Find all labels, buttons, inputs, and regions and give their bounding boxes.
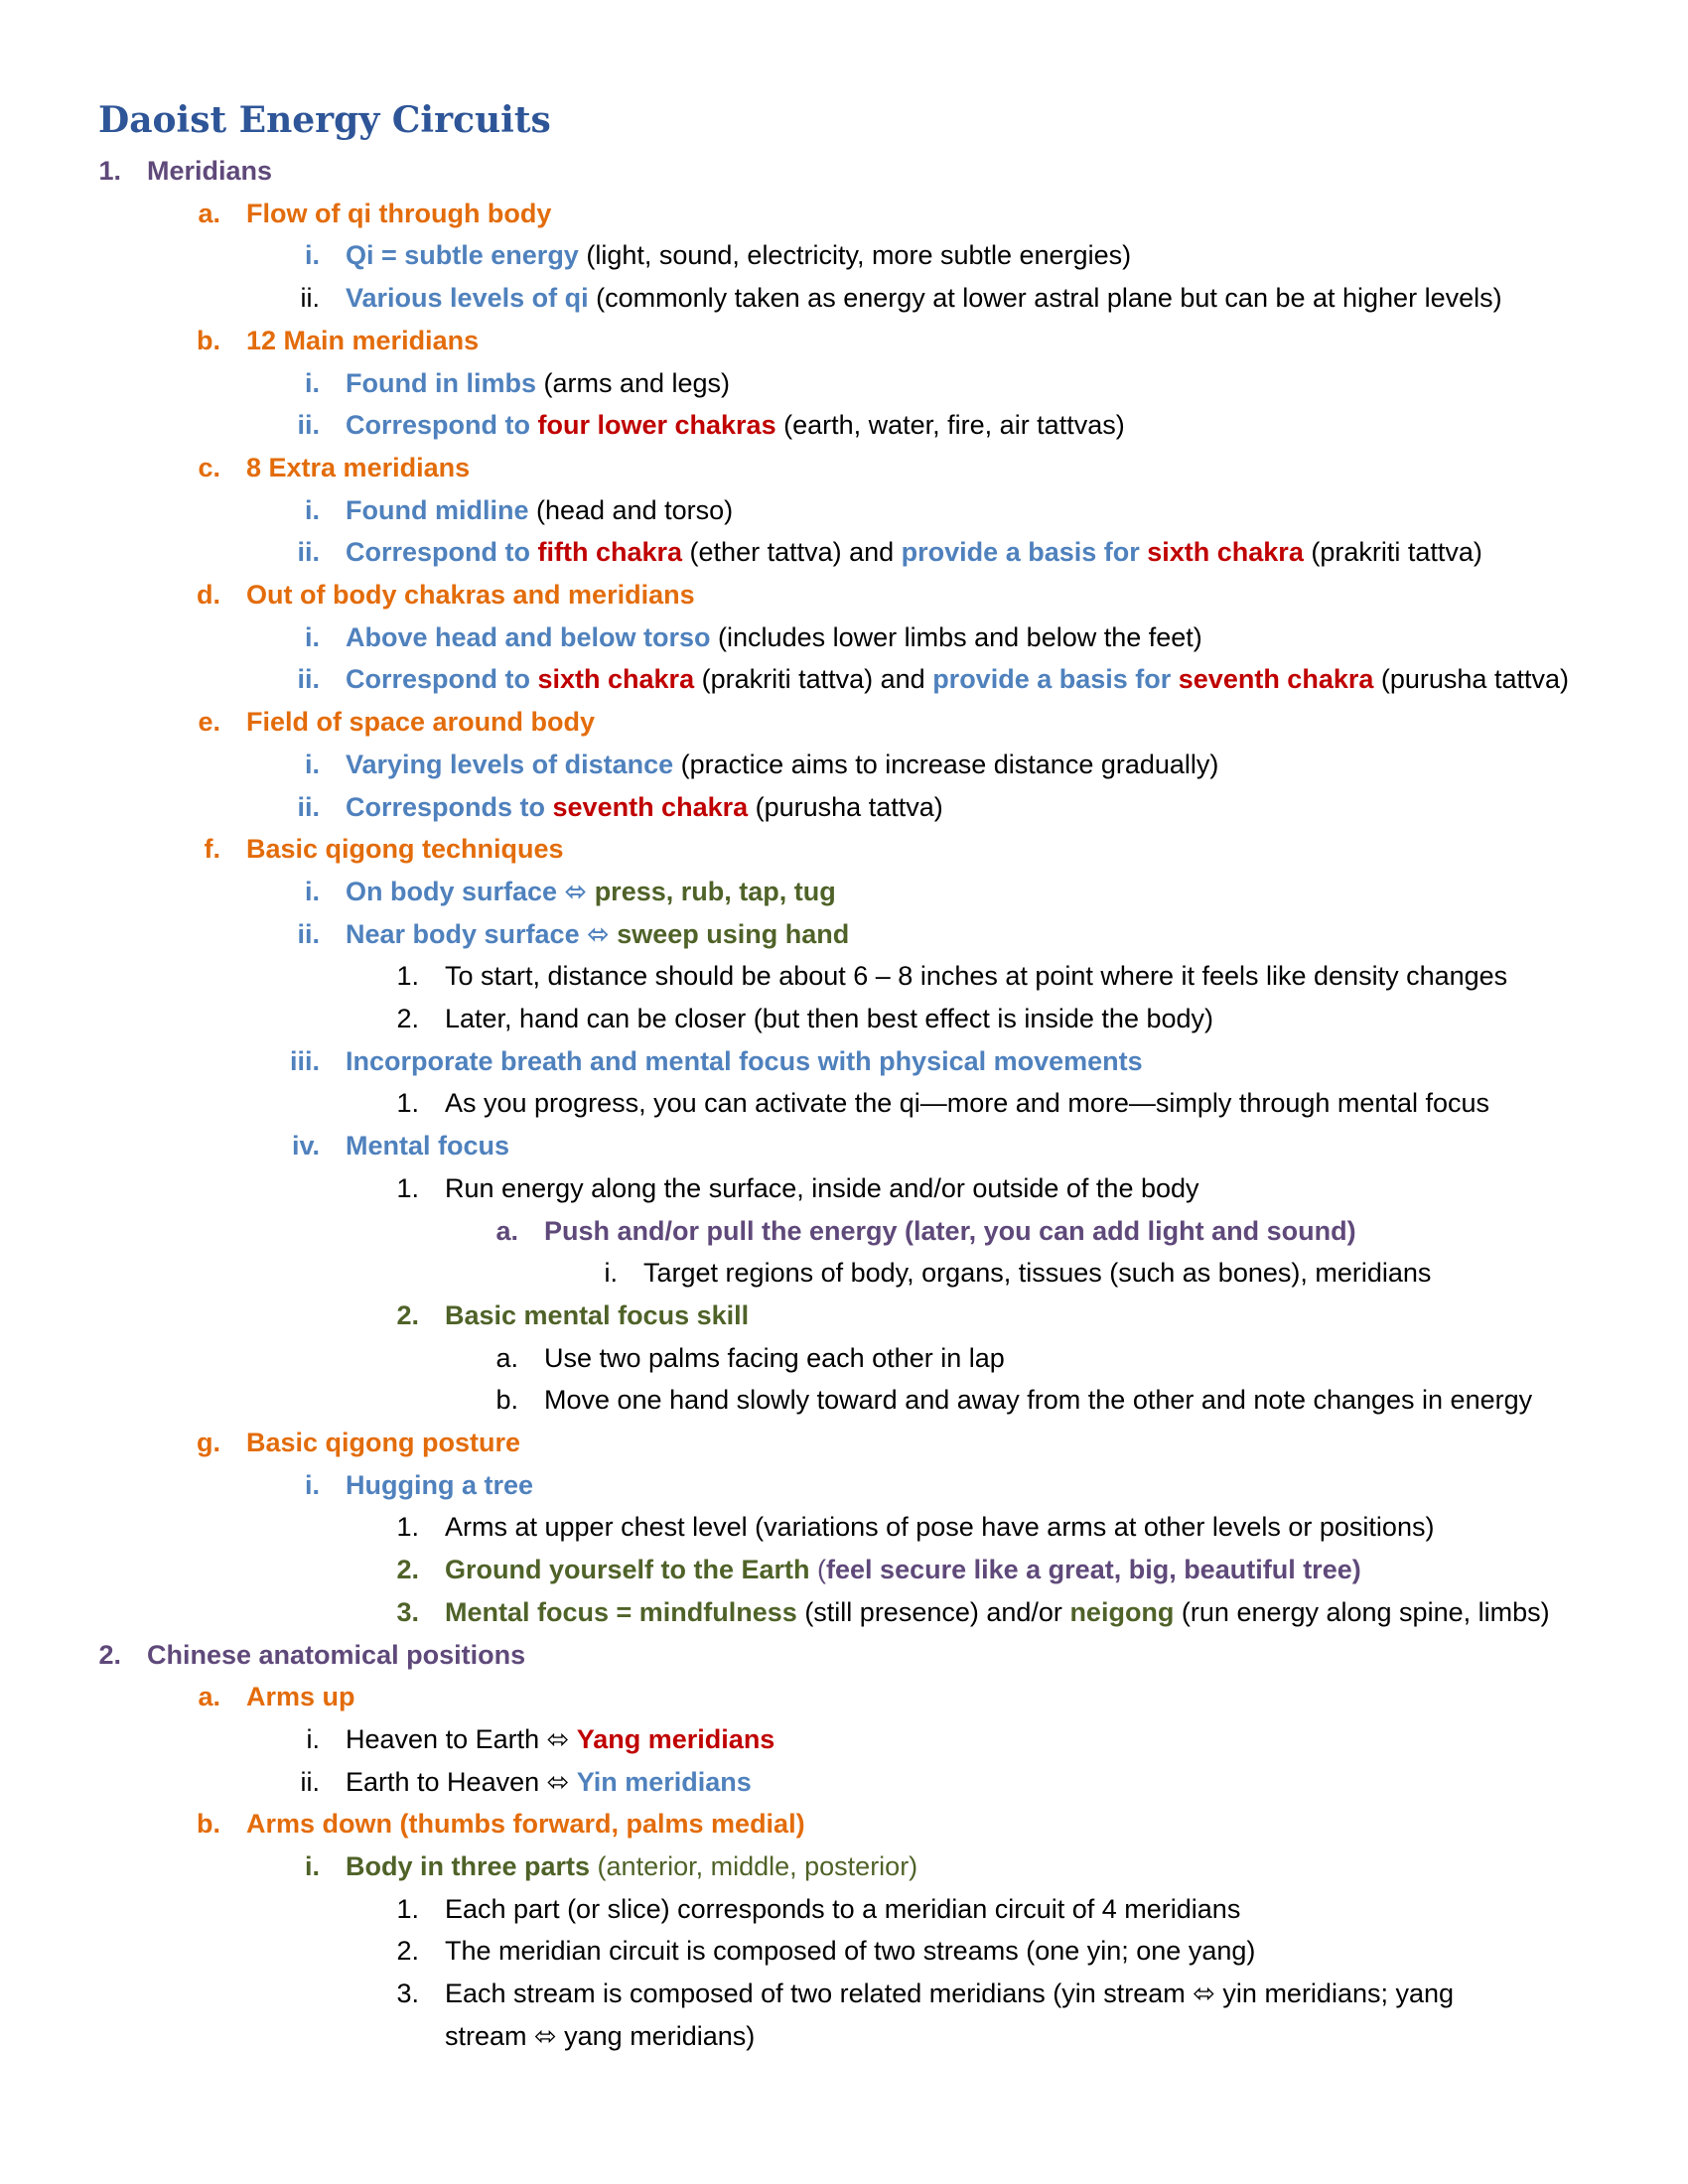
item-marker: d. <box>197 580 220 610</box>
item-text <box>346 1465 533 1505</box>
item-text <box>147 1635 525 1675</box>
item-text <box>445 1507 1434 1547</box>
item-marker: 1. <box>396 1088 419 1119</box>
outline-item <box>0 787 1688 827</box>
outline-item <box>0 321 1688 360</box>
text-run: Hugging a tree <box>346 1469 534 1500</box>
outline-item <box>0 872 1688 911</box>
outline-item <box>0 956 1688 996</box>
item-marker: i. <box>306 1723 320 1754</box>
item-text <box>445 1592 1550 1632</box>
item-marker: ii. <box>300 283 320 314</box>
item-marker: i. <box>304 1469 320 1500</box>
item-marker: a. <box>198 1682 220 1712</box>
outline-item <box>0 278 1688 318</box>
text-run: 12 Main meridians <box>246 325 480 355</box>
text-run: Found midline <box>346 494 529 525</box>
item-text <box>246 1677 355 1716</box>
text-run: Varying levels of distance <box>346 749 674 779</box>
item-text <box>445 1296 749 1335</box>
text-run: To start, distance should be about 6 – 8 inches at point where it feels like density changes <box>445 961 1508 992</box>
item-text <box>246 1423 520 1462</box>
outline-item <box>0 1635 1688 1675</box>
text-run: Basic qigong techniques <box>246 834 564 865</box>
text-run: Ground yourself to the Earth <box>445 1555 810 1585</box>
text-run: Arms down (thumbs forward, palms medial) <box>246 1809 805 1840</box>
text-run: The meridian circuit is composed of two streams (one yin; one yang) <box>445 1936 1256 1967</box>
outline-item <box>0 1846 1688 1886</box>
text-run: sixth chakra <box>537 664 695 695</box>
outline-item <box>0 1507 1688 1547</box>
text-run: Corresponds to <box>346 791 553 822</box>
item-marker: i. <box>304 494 320 525</box>
text-run: (ether tattva) and <box>682 537 902 568</box>
text-run: (run energy along spine, limbs) <box>1174 1596 1550 1627</box>
item-text <box>445 999 1213 1038</box>
text-run: Run energy along the surface, inside and/or outside of the body <box>445 1172 1199 1203</box>
item-marker: e. <box>198 707 220 738</box>
item-text <box>346 1846 917 1886</box>
text-run: On body surface ⬄ <box>346 876 595 906</box>
item-marker: 2. <box>396 1299 419 1330</box>
item-marker: ii. <box>297 791 320 822</box>
item-marker: 2. <box>396 1555 419 1585</box>
item-text <box>346 914 849 954</box>
outline-item <box>0 1719 1688 1759</box>
outline-item <box>0 575 1688 614</box>
text-run: Various levels of qi <box>346 283 589 314</box>
item-text <box>445 1083 1489 1123</box>
text-run: 8 Extra meridians <box>246 452 471 482</box>
item-marker: i. <box>304 621 320 652</box>
item-text <box>643 1253 1431 1293</box>
item-text <box>346 1041 1143 1081</box>
item-text <box>346 405 1125 445</box>
item-marker: ii. <box>297 410 320 441</box>
item-marker: b. <box>197 1809 220 1840</box>
text-run: Each part (or slice) corresponds to a meridian circuit of 4 meridians <box>445 1893 1241 1924</box>
text-run: Near body surface ⬄ <box>346 918 618 949</box>
item-text <box>544 1338 1005 1378</box>
text-run: (purusha tattva) <box>748 791 943 822</box>
item-marker: f. <box>204 834 220 865</box>
outline-item <box>0 1889 1688 1929</box>
outline-item <box>0 1550 1688 1589</box>
text-run: four lower chakras <box>537 410 776 441</box>
item-text <box>346 278 1502 318</box>
item-text <box>346 617 1202 657</box>
item-text <box>445 1550 1361 1589</box>
text-run: neigong <box>1069 1596 1175 1627</box>
item-marker: b. <box>495 1385 518 1416</box>
text-run: (light, sound, electricity, more subtle energies) <box>578 240 1132 271</box>
item-text <box>246 448 470 487</box>
text-run: Yang meridians <box>576 1723 775 1754</box>
outline-item <box>0 617 1688 657</box>
text-run: (head and torso) <box>528 494 734 525</box>
item-text <box>445 1889 1240 1929</box>
item-text <box>346 1126 509 1165</box>
text-run: Push and/or pull the energy (later, you can add light and sound) <box>544 1215 1356 1246</box>
item-marker: 1. <box>396 961 419 992</box>
item-marker: 3. <box>396 1979 419 2009</box>
text-run: Flow of qi through body <box>246 198 552 228</box>
text-run: Meridians <box>147 156 273 186</box>
item-marker: 2. <box>98 1639 121 1670</box>
item-text <box>346 659 1569 699</box>
text-run: Target regions of body, organs, tissues (such as bones), meridians <box>643 1258 1432 1289</box>
item-marker: i. <box>304 1851 320 1881</box>
outline-item <box>0 363 1688 403</box>
text-run: seventh chakra <box>552 791 749 822</box>
text-run: Heaven to Earth ⬄ <box>346 1723 577 1754</box>
text-run: Body in three parts <box>346 1851 591 1881</box>
text-run: Mental focus <box>346 1131 510 1161</box>
text-run: provide a basis for <box>932 664 1179 695</box>
item-marker: 1. <box>396 1512 419 1543</box>
item-text <box>246 194 551 233</box>
outline-item <box>0 1465 1688 1505</box>
outline-item <box>0 1762 1688 1802</box>
text-run: press, rub, tap, tug <box>594 876 836 906</box>
outline-item <box>0 1126 1688 1165</box>
item-marker: a. <box>198 198 220 228</box>
outline-item <box>0 1974 1688 2013</box>
outline-item <box>0 702 1688 742</box>
text-run: Chinese anatomical positions <box>147 1639 526 1670</box>
text-run: Yin meridians <box>576 1766 752 1797</box>
outline-item <box>0 1380 1688 1420</box>
item-marker: 2. <box>396 1004 419 1033</box>
item-marker: 3. <box>396 1596 419 1627</box>
item-marker: ii. <box>297 537 320 568</box>
outline-item <box>0 490 1688 530</box>
item-text <box>346 235 1131 275</box>
outline-item <box>0 829 1688 869</box>
text-run: Move one hand slowly toward and away from the other and note changes in energy <box>544 1385 1533 1416</box>
text-run: (includes lower limbs and below the feet) <box>710 621 1202 652</box>
item-text <box>147 151 272 191</box>
outline-item <box>0 1211 1688 1251</box>
outline-item <box>0 1041 1688 1081</box>
item-text <box>445 956 1507 996</box>
text-run: Each stream is composed of two related meridians (yin stream ⬄ yin meridians; yang <box>445 1979 1455 2009</box>
item-marker: i. <box>304 749 320 779</box>
item-text <box>346 1719 774 1759</box>
text-run: Correspond to <box>346 410 538 441</box>
item-marker: b. <box>197 325 220 355</box>
text-run: Basic mental focus skill <box>445 1299 750 1330</box>
outline-item <box>0 1338 1688 1378</box>
item-text <box>246 321 479 360</box>
item-text <box>544 1380 1532 1420</box>
outline-item <box>0 151 1688 191</box>
text-run: sixth chakra <box>1147 537 1304 568</box>
item-marker: 2. <box>396 1936 419 1967</box>
outline-item <box>0 999 1688 1038</box>
text-run: Correspond to <box>346 664 538 695</box>
text-run: (purusha tattva) <box>1373 664 1569 695</box>
item-text <box>445 1974 1454 2013</box>
text-run: Above head and below torso <box>346 621 711 652</box>
outline-item <box>0 2016 1688 2056</box>
item-marker: iii. <box>289 1045 320 1076</box>
text-run: Mental focus = mindfulness <box>445 1596 797 1627</box>
item-text <box>346 490 733 530</box>
text-run: Use two palms facing each other in lap <box>544 1342 1005 1373</box>
text-run: Correspond to <box>346 537 538 568</box>
outline-item <box>0 1083 1688 1123</box>
item-text <box>346 1762 752 1802</box>
outline-item <box>0 1253 1688 1293</box>
outline-item <box>0 1296 1688 1335</box>
outline-item <box>0 745 1688 784</box>
text-run: (commonly taken as energy at lower astral plane but can be at higher levels) <box>588 283 1502 314</box>
item-marker: 1. <box>396 1172 419 1203</box>
outline-item <box>0 1931 1688 1971</box>
text-run: Arms up <box>246 1682 355 1712</box>
item-marker: g. <box>197 1428 220 1457</box>
item-text <box>246 702 595 742</box>
item-marker: iv. <box>291 1131 320 1161</box>
text-run: (earth, water, fire, air tattvas) <box>775 410 1125 441</box>
text-run: (anterior, middle, posterior) <box>590 1851 918 1881</box>
text-run: Basic qigong posture <box>246 1428 521 1457</box>
item-marker: a. <box>495 1342 518 1373</box>
text-run: Later, hand can be closer (but then best effect is inside the body) <box>445 1004 1213 1033</box>
text-run: Arms at upper chest level (variations of pose have arms at other levels or positions) <box>445 1512 1435 1543</box>
text-run: (arms and legs) <box>535 367 731 398</box>
text-run: feel secure like a great, big, beautiful tree) <box>826 1555 1361 1585</box>
text-run: Out of body chakras and meridians <box>246 580 695 610</box>
item-marker: i. <box>304 876 320 906</box>
item-text <box>246 575 695 614</box>
item-text <box>246 829 564 869</box>
text-run: (prakriti tattva) <box>1303 537 1482 568</box>
text-run: (still presence) and/or <box>796 1596 1070 1627</box>
item-text <box>346 787 943 827</box>
outline-item <box>0 235 1688 275</box>
item-marker: a. <box>495 1215 518 1246</box>
text-run: ( <box>809 1555 827 1585</box>
item-marker: i. <box>304 367 320 398</box>
item-marker: 1. <box>98 156 121 186</box>
outline-item <box>0 1677 1688 1716</box>
item-text <box>346 872 836 911</box>
item-marker: i. <box>304 240 320 271</box>
item-marker: ii. <box>297 664 320 695</box>
outline-item <box>0 448 1688 487</box>
item-marker: c. <box>198 452 220 482</box>
text-run: (prakriti tattva) and <box>694 664 933 695</box>
text-run: Incorporate breath and mental focus with physical movements <box>346 1045 1143 1076</box>
text-run: (practice aims to increase distance gradually) <box>673 749 1219 779</box>
outline-item <box>0 1423 1688 1462</box>
item-marker: ii. <box>300 1766 320 1797</box>
text-run: fifth chakra <box>537 537 683 568</box>
item-text <box>544 1211 1356 1251</box>
item-text <box>346 363 730 403</box>
outline-item <box>0 1168 1688 1208</box>
item-text <box>246 1804 805 1843</box>
text-run: Earth to Heaven ⬄ <box>346 1766 577 1797</box>
outline-item <box>0 659 1688 699</box>
text-run: Qi = subtle energy <box>346 240 579 271</box>
text-run: stream ⬄ yang meridians) <box>445 2020 756 2051</box>
item-marker: 1. <box>396 1893 419 1924</box>
text-run: provide a basis for <box>901 537 1148 568</box>
text-run: As you progress, you can activate the qi—more and more—simply through mental focus <box>445 1088 1489 1119</box>
item-marker: ii. <box>297 918 320 949</box>
item-text <box>445 1168 1199 1208</box>
text-run: Found in limbs <box>346 367 536 398</box>
text-run: Field of space around body <box>246 707 596 738</box>
outline-item <box>0 914 1688 954</box>
text-run: seventh chakra <box>1178 664 1374 695</box>
item-text <box>346 532 1482 572</box>
item-marker: i. <box>604 1258 618 1289</box>
item-text <box>445 2016 755 2056</box>
page-title: Daoist Energy Circuits <box>98 99 551 141</box>
outline-item <box>0 194 1688 233</box>
text-run: sweep using hand <box>617 918 850 949</box>
outline-item <box>0 1804 1688 1843</box>
item-text <box>445 1931 1255 1971</box>
item-text <box>346 745 1218 784</box>
outline-item <box>0 405 1688 445</box>
outline-item <box>0 1592 1688 1632</box>
outline-item <box>0 532 1688 572</box>
